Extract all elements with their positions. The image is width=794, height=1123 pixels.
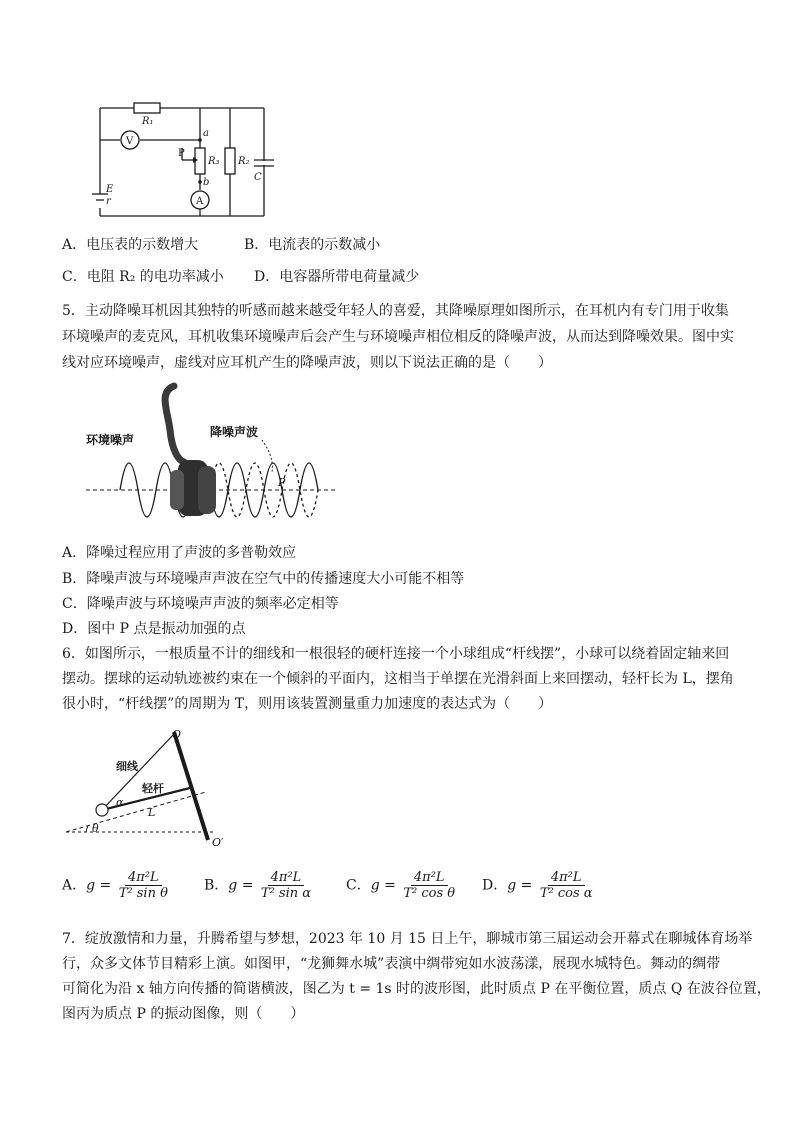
q6-option-d: D．g = $\frac{\text{4π²L}}{\text{T² cos α}}$ bbox=[482, 870, 593, 901]
q7-stem-line-1: 7．绽放激情和力量，升腾希望与梦想，2023 年 10 月 15 日上午，聊城市第三届运动会开幕式在聊城体育场举 bbox=[62, 931, 753, 947]
headphone-band bbox=[165, 386, 184, 462]
label-r3: R₃ bbox=[208, 156, 220, 167]
q6-stem-line-1: 6．如图所示，一根质量不计的细线和一根很轻的硬杆连接一个小球组成“杆线摆”，小球可以绕着固定轴来回 bbox=[62, 646, 730, 662]
q7-stem-line-2: 行，众多文体节目精彩上演。如图甲，“龙狮舞水城”表演中绸带宛如水波荡漾，展现水城特色。舞动的绸带 bbox=[62, 956, 721, 972]
q5-stem-line-3: 线对应环境噪声，虚线对应耳机产生的降噪声波，则以下说法正确的是（ ） bbox=[62, 355, 552, 371]
q4-option-b: B．电流表的示数减小 bbox=[244, 237, 381, 253]
q6-stem-line-2: 摆动。摆球的运动轨迹被约束在一个倾斜的平面内，这相当于单摆在光滑斜面上来回摆动，轻杆长为 L，摆角 bbox=[62, 671, 734, 687]
q4-option-d: D．电容器所带电荷量减少 bbox=[254, 269, 420, 285]
q4-option-c: C．电阻 R₂ 的电功率减小 bbox=[62, 269, 224, 285]
circuit-diagram bbox=[88, 96, 278, 224]
label-e: E bbox=[106, 184, 114, 195]
label-r: r bbox=[106, 196, 111, 207]
q6-stem-line-3: 很小时，“杆线摆”的周期为 T，则用该装置测量重力加速度的表达式为（ ） bbox=[62, 696, 553, 712]
label-anc-wave: 降噪声波 bbox=[210, 425, 259, 439]
label-b: b bbox=[203, 177, 210, 188]
rod-thread-pendulum-figure bbox=[64, 722, 244, 854]
label-ammeter: A bbox=[196, 196, 204, 207]
label-o-prime: O′ bbox=[212, 836, 224, 849]
q7-stem-line-3: 可简化为沿 x 轴方向传播的简谐横波，图乙为 t = 1s 时的波形图，此时质点 P 在平衡位置，质点 Q 在波谷位置， bbox=[62, 981, 771, 997]
q5-option-d: D．图中 P 点是振动加强的点 bbox=[62, 621, 246, 637]
label-c: C bbox=[254, 172, 262, 183]
noise-cancelling-figure bbox=[86, 382, 336, 534]
q5-option-c: C．降噪声波与环境噪声声波的频率必定相等 bbox=[62, 596, 339, 612]
thread bbox=[102, 734, 174, 810]
label-point-p: P bbox=[278, 476, 286, 489]
q5-stem-line-2: 环境噪声的麦克风，耳机收集环境噪声后会产生与环境噪声相位相反的降噪声波，从而达到降噪效果。图中实 bbox=[62, 329, 734, 345]
q6-option-b: B．g = $\frac{\text{4π²L}}{\text{T² sin α}}$ bbox=[204, 870, 312, 901]
label-r1: R₁ bbox=[142, 116, 154, 127]
label-rod: 轻杆 bbox=[142, 782, 164, 795]
q6-option-c: C．g = $\frac{\text{4π²L}}{\text{T² cos θ}}$ bbox=[346, 870, 456, 901]
label-o: O bbox=[172, 728, 182, 741]
q6-option-a: A．g = $\frac{\text{4π²L}}{\text{T² sin θ}}$ bbox=[62, 870, 168, 901]
pendulum-ball bbox=[96, 804, 108, 816]
q7-stem-line-4: 图丙为质点 P 的振动图像，则（ ） bbox=[62, 1006, 305, 1022]
q5-option-a: A．降噪过程应用了声波的多普勒效应 bbox=[62, 545, 297, 561]
label-env-noise: 环境噪声 bbox=[86, 433, 135, 447]
label-alpha: α bbox=[116, 796, 124, 809]
label-voltmeter: V bbox=[126, 136, 134, 147]
label-p: P bbox=[178, 148, 185, 159]
fixed-axis bbox=[174, 732, 208, 840]
q4-option-a: A．电压表的示数增大 bbox=[62, 237, 199, 253]
label-r2: R₂ bbox=[238, 156, 250, 167]
q5-stem-line-1: 5．主动降噪耳机因其独特的听感而越来越受年轻人的喜爱，其降噪原理如图所示，在耳机内有专门用于收集 bbox=[62, 303, 729, 319]
label-l: L bbox=[148, 806, 156, 819]
q5-option-b: B．降噪声波与环境噪声声波在空气中的传播速度大小可能不相等 bbox=[62, 571, 465, 587]
label-a: a bbox=[203, 128, 209, 139]
label-theta: θ bbox=[92, 822, 99, 835]
label-thread: 细线 bbox=[116, 760, 138, 773]
